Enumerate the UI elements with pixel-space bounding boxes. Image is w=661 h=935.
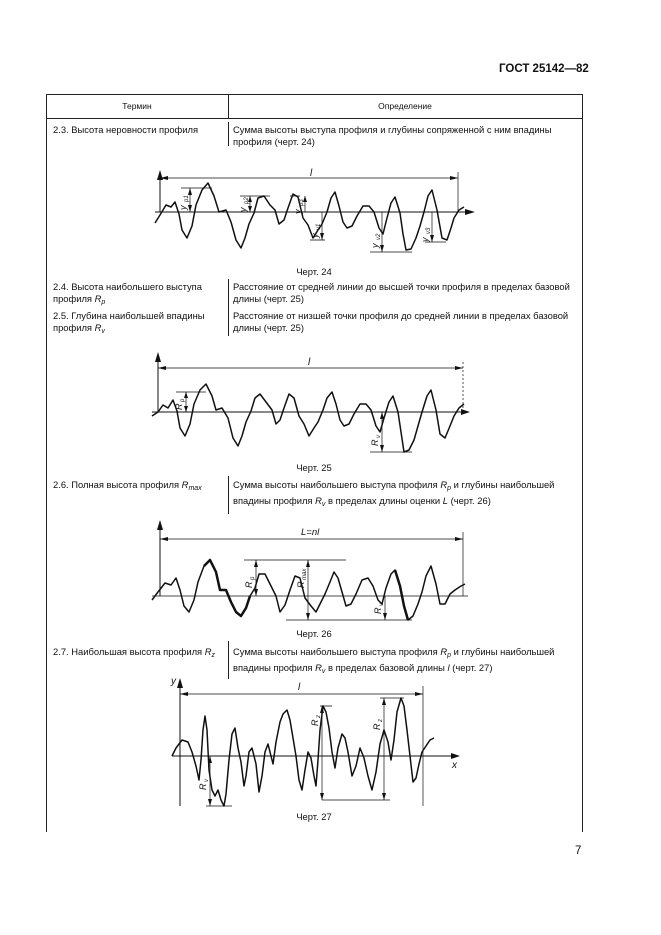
fig27-sub-z2: z <box>378 719 384 722</box>
fig24-sub-p3: p3 <box>299 199 305 206</box>
fig24-label-yv3: y <box>420 237 430 242</box>
fig24-label-l: l <box>310 168 313 179</box>
fig26-label-rp: R <box>244 581 254 588</box>
term-2-3: 2.3. Высота неровности профиля <box>53 124 199 135</box>
fig27-label-x: x <box>452 760 457 771</box>
fig26-label-rmax: R <box>296 581 306 588</box>
page-number: 7 <box>575 845 582 857</box>
fig24-sub-v3: v3 <box>426 227 432 234</box>
fig24-label-yv1: y <box>310 233 320 238</box>
fig26-label-rv: R <box>373 607 383 614</box>
fig26-label-L: L=nl <box>301 527 320 538</box>
fig27-sub-z1: z <box>316 715 322 718</box>
term-2-7: 2.7. Наибольшая высота профиля $R_z$ <box>53 646 216 659</box>
fig25-label-l: l <box>308 357 311 368</box>
definition-2-4: Расстояние от средней линии до высшей точки профиля в пределах базовой длины (черт. 25) <box>233 281 570 305</box>
figure-26-caption: Черт. 26 <box>296 628 332 639</box>
fig24-sub-p1: p1 <box>184 195 190 202</box>
fig27-label-l: l <box>298 682 301 693</box>
figure-27-caption: Черт. 27 <box>296 811 332 822</box>
fig27-label-rz1: R <box>310 719 320 726</box>
fig25-sub-v: v <box>376 435 382 438</box>
fig24-label-yp1: y <box>178 205 188 210</box>
fig26-sub-v: v <box>379 603 385 606</box>
fig25-label-rp: R <box>174 403 184 410</box>
fig26-sub-p: p <box>250 576 256 580</box>
fig24-sub-p2: p2 <box>244 197 250 204</box>
figure-24-caption: Черт. 24 <box>296 266 332 277</box>
fig24-label-yv2: y <box>370 243 380 248</box>
document-code: ГОСТ 25142—82 <box>499 63 589 75</box>
fig24-sub-v1: v1 <box>316 223 322 230</box>
column-header-definition: Определение <box>378 101 432 111</box>
fig27-sub-v: v <box>204 779 210 782</box>
fig24-sub-v2: v2 <box>376 233 382 240</box>
fig27-label-rz2: R <box>372 723 382 730</box>
term-2-5: 2.5. Глубина наибольшей впадины профиля $R_v$ <box>53 310 205 336</box>
fig26-sub-max: max <box>302 568 308 580</box>
fig27-label-y: y <box>171 676 176 687</box>
term-2-6: 2.6. Полная высота профиля $R_{max}$ <box>53 479 202 492</box>
fig25-sub-p: p <box>180 398 186 402</box>
fig24-label-yp2: y <box>238 207 248 212</box>
column-header-term: Термин <box>122 101 152 111</box>
definition-2-3: Сумма высоты выступа профиля и глубины сопряженной с ним впадины профиля (черт. 24) <box>233 124 552 148</box>
definition-2-7: Сумма высоты наибольшего выступа профиля $R_p$ и глубины наибольшей впадины профиля $R_v$ в пределах базовой длины l (черт. 27) <box>233 646 555 676</box>
fig27-label-rv: R <box>198 783 208 790</box>
definition-2-5: Расстояние от низшей точки профиля до средней линии в пределах базовой длины (черт. 25) <box>233 310 569 334</box>
figure-25-caption: Черт. 25 <box>296 462 332 473</box>
definition-2-6: Сумма высоты наибольшего выступа профиля $R_p$ и глубины наибольшей впадины профиля $R_v$ в пределах длины оценки L (черт. 26) <box>233 479 555 509</box>
term-2-4: 2.4. Высота наибольшего выступа профиля $R_p$ <box>53 281 202 307</box>
fig25-label-rv: R <box>370 439 380 446</box>
fig24-label-yp3: y <box>293 209 303 214</box>
